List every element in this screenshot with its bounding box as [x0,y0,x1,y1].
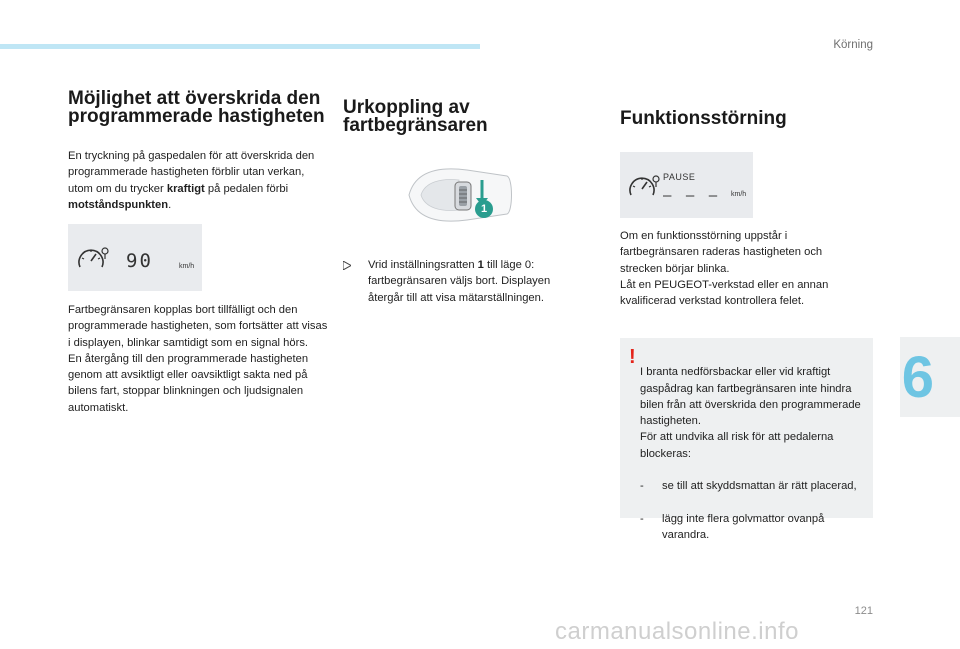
intro-text-c: . [168,198,172,211]
speed-value: 90 [126,250,153,272]
overspeed-intro [68,148,328,213]
overspeed-body: Fartbegränsaren kopplas bort tillfälligt och den programmerade hastigheten, som fortsätter att visas i displayen, blinkar samtidigt som en signal hörs. En återgång till den programmerade hastigheten genom att avsiktligt eller oavsiktligt sakta ned på bilens fart, stoppar blinkningen och ljudsignalen automatiskt. [68,304,328,414]
warning-list-item [640,478,866,494]
warning-item-text: lägg inte flera golvmattor ovanpå varandra. [662,512,825,542]
warning-list-item [640,511,866,544]
malfunction-title: Funktionsstörning [620,108,787,129]
intro-text-a: En tryckning på gaspedalen för att överskrida den programmerade hastigheten förblir utan verkan, utom om du trycker [68,150,315,195]
instruction-text-b: till läge 0: fartbegränsaren väljs bort. Displayen återgår till att visa mätarställningen. [368,259,551,304]
list-dash: - [640,480,644,493]
speed-limiter-icon [628,173,660,199]
chapter-number: 6 [901,345,934,410]
callout-badge [475,200,493,218]
warning-text: I branta nedförsbackar eller vid kraftigt gaspådrag kan fartbegränsaren inte hindra bilen från att överskrida den programmerade hastigheten. För att undvika all risk för att pedalerna blockeras: [640,366,861,460]
watermark: carmanualsonline.info [555,618,799,645]
speed-unit: km/h [179,263,195,270]
section-label: Körning [833,39,873,51]
disable-instruction [343,257,575,306]
exclamation-icon: ! [629,346,636,368]
warning-panel [620,338,873,542]
speed-unit: km/h [731,191,747,198]
page-number: 121 [854,605,873,617]
overspeed-title: Möjlighet att överskrida den programmerade hastigheten [68,88,325,127]
header-accent-bar [0,44,480,49]
blinking-dashes: – – – [663,188,721,204]
callout-number: 1 [480,203,488,215]
instruction-text-a: Vrid inställningsratten [368,259,478,271]
malfunction-display [620,152,753,218]
warning-list [640,462,866,560]
malfunction-body: Om en funktionsstörning uppstår i fartbegränsaren raderas hastigheten och strecken börjar blinka. Låt en PEUGEOT-verkstad eller en annan kvalificerad verkstad kontrollera felet. [620,230,829,308]
intro-text-b: på pedalen förbi [204,182,289,195]
pause-status: PAUSE [663,172,696,182]
warning-text-block [640,348,866,576]
intro-bold-kraftigt: kraftigt [166,182,205,195]
instruction-bold-1: 1 [477,259,484,271]
steering-stalk-illustration [407,162,515,228]
intro-bold-motstand: motståndspunkten [68,198,169,211]
list-dash: - [640,512,644,525]
disable-limiter-title: Urkoppling av fartbegränsaren [343,97,488,136]
action-arrow-icon [343,261,351,270]
warning-item-text: se till att skyddsmattan är rätt placerad, [662,480,857,493]
speed-limiter-icon [77,245,109,271]
speed-limit-display [68,224,202,291]
